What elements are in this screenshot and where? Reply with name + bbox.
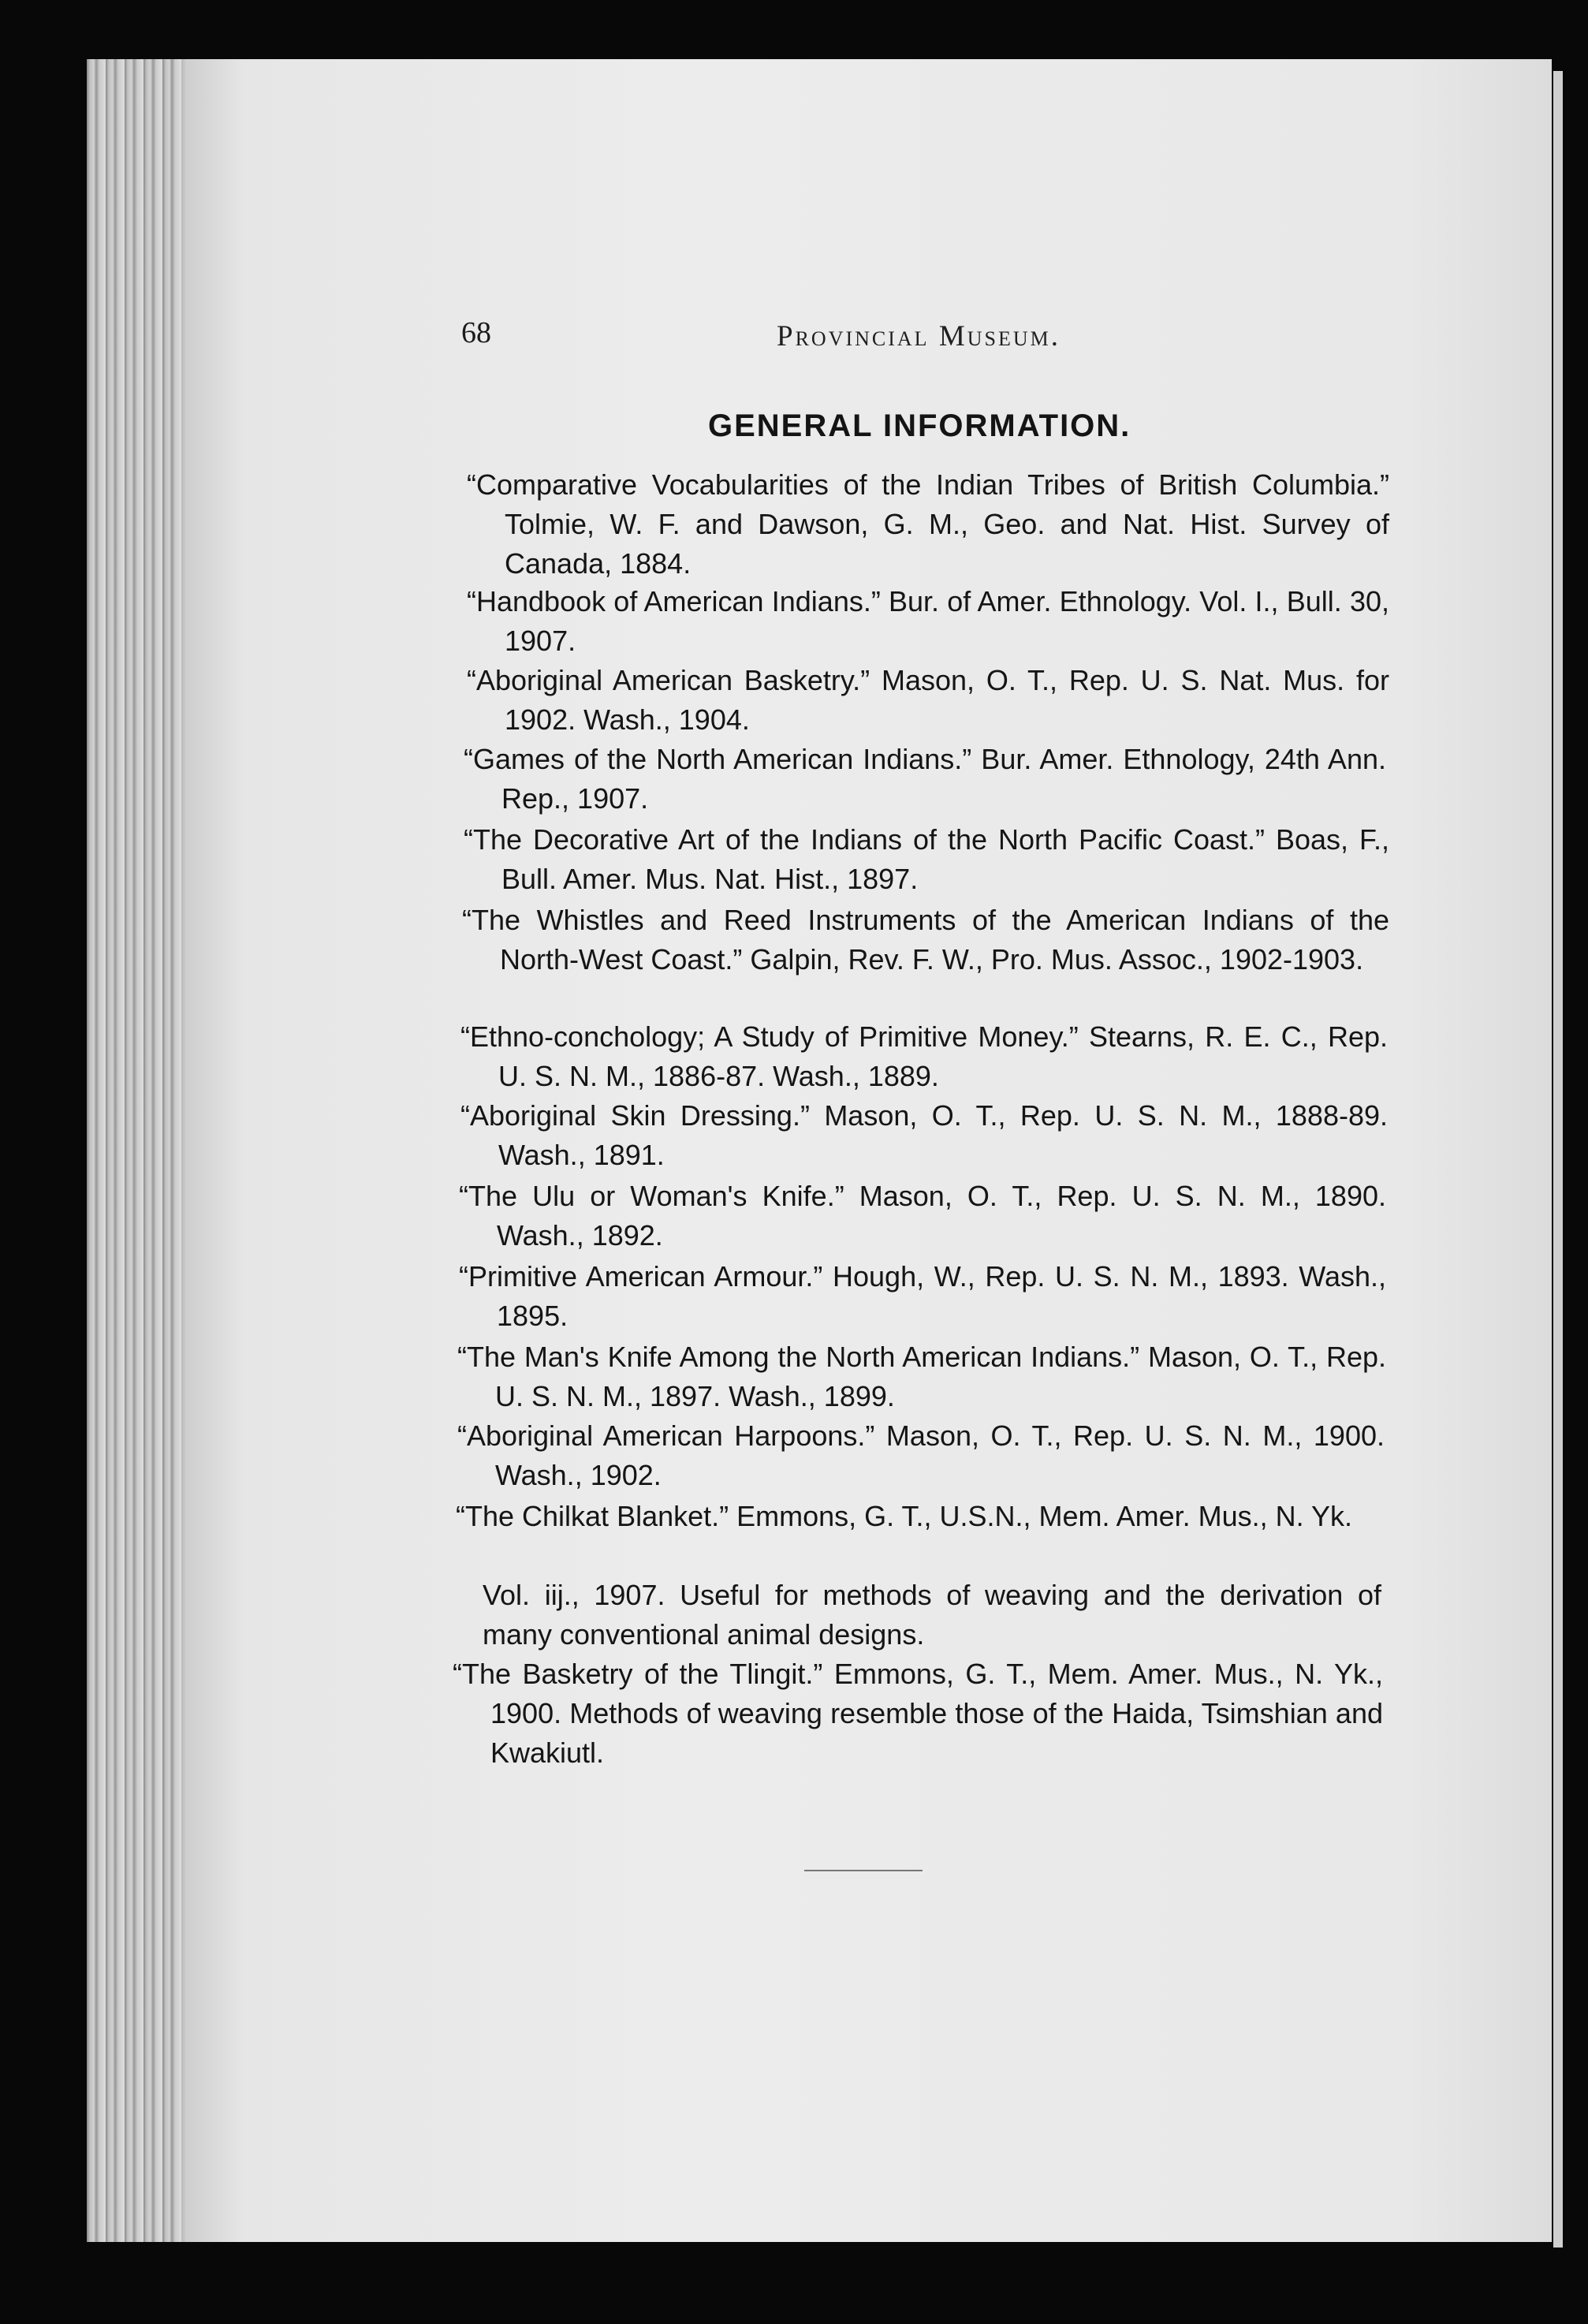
bibliography-entry: “Primitive American Armour.” Hough, W., Rep. U. S. N. M., 1893. Wash., 1895. — [459, 1260, 1386, 1332]
book-spine — [87, 59, 185, 2242]
bibliography-entry: “Ethno-conchology; A Study of Primitive Money.” Stearns, R. E. C., Rep. U. S. N. M., 1886-87. Wash., 1889. — [460, 1020, 1388, 1092]
section-title: GENERAL INFORMATION. — [708, 408, 1131, 443]
bibliography-entry: “The Basketry of the Tlingit.” Emmons, G. T., Mem. Amer. Mus., N. Yk., 1900. Methods of weaving resemble those of the Haida, Tsimshian and Kwakiutl. — [453, 1658, 1383, 1769]
bibliography-entry: “Aboriginal American Basketry.” Mason, O. T., Rep. U. S. Nat. Mus. for 1902. Wash., 1904. — [467, 664, 1389, 736]
bibliography-entry: “Aboriginal American Harpoons.” Mason, O. T., Rep. U. S. N. M., 1900. Wash., 1902. — [457, 1419, 1385, 1491]
running-title: Provincial Museum. — [777, 320, 1061, 353]
page-number: 68 — [461, 316, 491, 349]
bibliography-entry: “The Ulu or Woman's Knife.” Mason, O. T., Rep. U. S. N. M., 1890. Wash., 1892. — [459, 1180, 1386, 1252]
adjacent-page-edge — [1553, 71, 1563, 2248]
bibliography-entry: “The Whistles and Reed Instruments of the American Indians of the North-West Coast.” Galpin, Rev. F. W., Pro. Mus. Assoc., 1902-1903. — [462, 904, 1389, 975]
bibliography-entry: “The Man's Knife Among the North American Indians.” Mason, O. T., Rep. U. S. N. M., 1897. Wash., 1899. — [457, 1341, 1386, 1412]
bibliography-entry: “Handbook of American Indians.” Bur. of Amer. Ethnology. Vol. I., Bull. 30, 1907. — [467, 585, 1389, 657]
bibliography-entry: “Games of the North American Indians.” Bur. Amer. Ethnology, 24th Ann. Rep., 1907. — [464, 743, 1386, 815]
bibliography-entry: “The Chilkat Blanket.” Emmons, G. T., U.S.N., Mem. Amer. Mus., N. Yk. — [456, 1500, 1352, 1532]
spine-shadow — [181, 59, 244, 2242]
end-rule — [804, 1870, 923, 1871]
bibliography-entry: “The Decorative Art of the Indians of the North Pacific Coast.” Boas, F., Bull. Amer. Mus. Nat. Hist., 1897. — [464, 823, 1389, 895]
bibliography-entry: “Comparative Vocabularities of the Indian Tribes of British Columbia.” Tolmie, W. F. and Dawson, G. M., Geo. and Nat. Hist. Survey of Canada, 1884. — [467, 468, 1389, 580]
bibliography-entry: “Aboriginal Skin Dressing.” Mason, O. T., Rep. U. S. N. M., 1888-89. Wash., 1891. — [460, 1099, 1388, 1171]
bibliography-note: Vol. iij., 1907. Useful for methods of weaving and the derivation of many conventional animal designs. — [483, 1579, 1381, 1651]
